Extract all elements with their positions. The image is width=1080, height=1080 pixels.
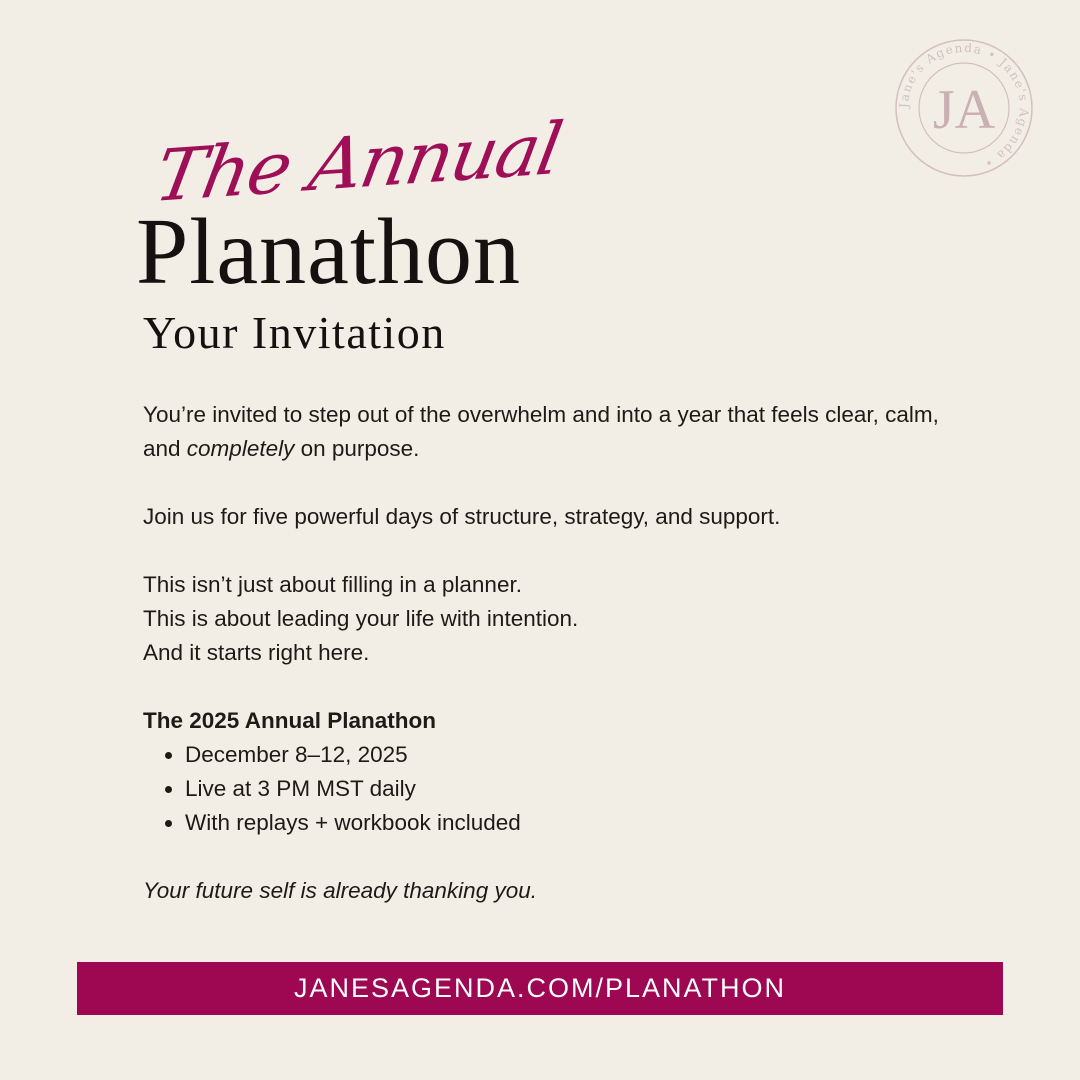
- intro-paragraph: [143, 398, 943, 466]
- intro-emphasis: completely: [186, 436, 295, 461]
- event-detail-dates: • December 8–12, 2025: [185, 738, 943, 772]
- event-details-list: [143, 738, 943, 840]
- logo-monogram: JA: [932, 79, 996, 141]
- intention-line-2: This is about leading your life with intention.: [143, 606, 579, 631]
- url-banner[interactable]: [77, 962, 1003, 1015]
- script-title: The Annual: [148, 106, 567, 218]
- subtitle: Your Invitation: [143, 307, 446, 358]
- join-paragraph: Join us for five powerful days of structure, strategy, and support.: [143, 504, 781, 529]
- url-text: JANESAGENDA.COM/PLANATHON: [293, 973, 787, 1003]
- event-detail-time: • Live at 3 PM MST daily: [185, 772, 943, 806]
- janes-agenda-logo: [894, 38, 1034, 178]
- intention-line-3: And it starts right here.: [143, 640, 370, 665]
- intro-text-start: You’re invited to step out of the overwhelm and into a year that feels clear, calm, and: [143, 402, 939, 461]
- logo-ring-text: Jane's Agenda • Jane's Agenda •: [896, 40, 1032, 172]
- body-content: [143, 398, 943, 908]
- closing-line: Your future self is already thanking you.: [143, 878, 537, 903]
- intro-text-end: on purpose.: [294, 436, 420, 461]
- intention-line-1: This isn’t just about filling in a planner.: [143, 572, 522, 597]
- page-title: Planathon: [136, 200, 521, 304]
- event-detail-replays: • With replays + workbook included: [185, 806, 943, 840]
- event-heading: The 2025 Annual Planathon: [143, 708, 436, 733]
